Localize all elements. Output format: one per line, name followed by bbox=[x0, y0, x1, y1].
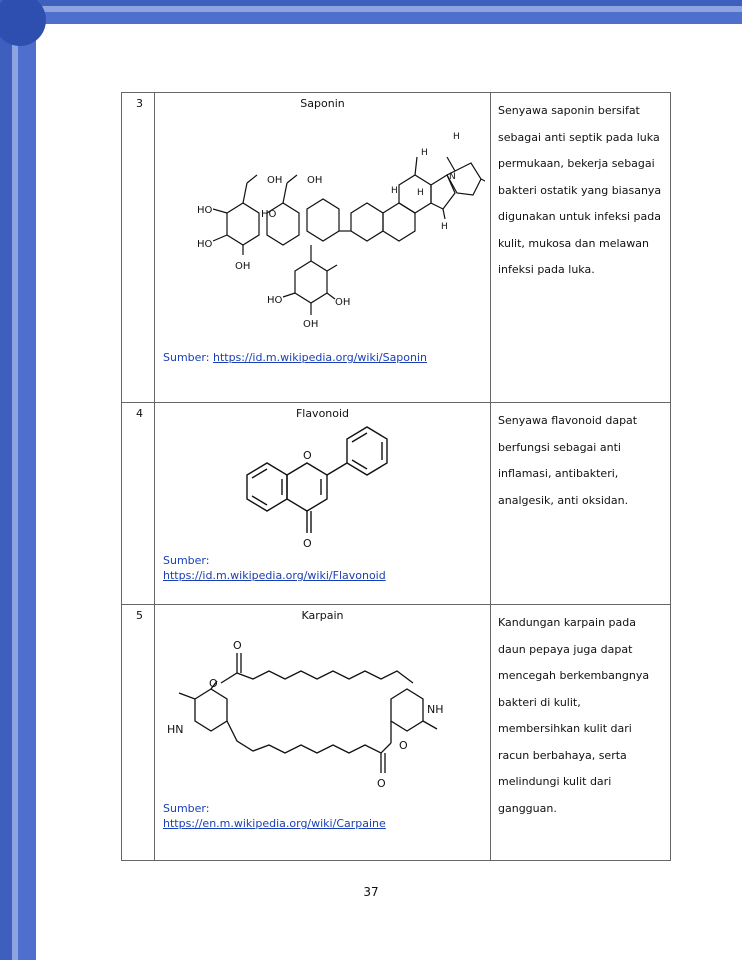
row-number: 5 bbox=[122, 605, 155, 861]
left-frame-bar-dark bbox=[0, 0, 12, 960]
source-link[interactable]: https://id.m.wikipedia.org/wiki/Saponin bbox=[212, 351, 428, 364]
source-link[interactable]: https://en.m.wikipedia.org/wiki/Carpaine bbox=[163, 817, 386, 830]
ho-label: HO bbox=[267, 295, 283, 306]
description-cell: Senyawa saponin bersifat sebagai anti septik pada luka permukaan, bekerja sebagai bakteri ostatik yang biasanya digunakan untuk infeksi pada kulit, mukosa dan melawan infeksi pada luka. bbox=[491, 93, 671, 403]
corner-circle bbox=[0, 0, 46, 46]
source-link[interactable]: https://id.m.wikipedia.org/wiki/Flavonoid bbox=[163, 569, 386, 582]
table-row bbox=[122, 605, 671, 861]
row-number: 4 bbox=[122, 403, 155, 605]
karpain-structure bbox=[155, 625, 485, 815]
source-label: Sumber: bbox=[163, 802, 210, 815]
oh-label: OH bbox=[307, 175, 323, 186]
oh-label: OH bbox=[267, 175, 283, 186]
compound-name: Saponin bbox=[300, 97, 345, 110]
h-label: H bbox=[421, 148, 428, 158]
h-label: H bbox=[441, 222, 448, 232]
row-number: 3 bbox=[122, 93, 155, 403]
h-label: H bbox=[417, 188, 424, 198]
compound-name: Flavonoid bbox=[295, 407, 350, 420]
compound-name: Karpain bbox=[301, 609, 344, 622]
compound-table bbox=[121, 92, 671, 861]
top-frame-bar-mid bbox=[0, 12, 742, 24]
ho-label: HO bbox=[197, 205, 213, 216]
source-citation bbox=[163, 350, 427, 365]
structure-cell bbox=[155, 403, 491, 605]
ho-label: HO bbox=[261, 209, 277, 220]
source-citation bbox=[163, 801, 386, 831]
carbonyl-oxygen-label: O bbox=[233, 639, 242, 652]
ho-label: HO bbox=[197, 239, 213, 250]
n-label: N bbox=[449, 172, 456, 182]
hn-label: HN bbox=[167, 723, 184, 736]
carbonyl-oxygen-label: O bbox=[377, 777, 386, 790]
carbonyl-oxygen-label: O bbox=[303, 537, 312, 550]
source-label: Sumber: bbox=[163, 351, 210, 364]
ring-oxygen-label: O bbox=[303, 449, 312, 462]
ester-oxygen-label: O bbox=[209, 677, 218, 690]
description-cell: Senyawa flavonoid dapat berfungsi sebagai anti inflamasi, antibakteri, analgesik, anti oksidan. bbox=[491, 403, 671, 605]
h-label: H bbox=[391, 186, 398, 196]
page-number: 37 bbox=[363, 885, 379, 899]
oh-label: OH bbox=[303, 319, 319, 330]
structure-cell bbox=[155, 605, 491, 861]
description-cell: Kandungan karpain pada daun pepaya juga dapat mencegah berkembangnya bakteri di kulit, membersihkan kulit dari racun berbahaya, serta melindungi kulit dari gangguan. bbox=[491, 605, 671, 861]
table-row bbox=[122, 403, 671, 605]
oh-label: OH bbox=[335, 297, 351, 308]
ester-oxygen-label: O bbox=[399, 739, 408, 752]
nh-label: NH bbox=[427, 703, 444, 716]
oh-label: OH bbox=[235, 261, 251, 272]
source-citation bbox=[163, 553, 386, 583]
table-row bbox=[122, 93, 671, 403]
structure-cell bbox=[155, 93, 491, 403]
source-label: Sumber: bbox=[163, 554, 210, 567]
saponin-structure bbox=[155, 113, 485, 353]
h-label: H bbox=[453, 132, 460, 142]
left-frame-bar-mid bbox=[18, 0, 36, 960]
flavonoid-structure bbox=[155, 425, 485, 555]
